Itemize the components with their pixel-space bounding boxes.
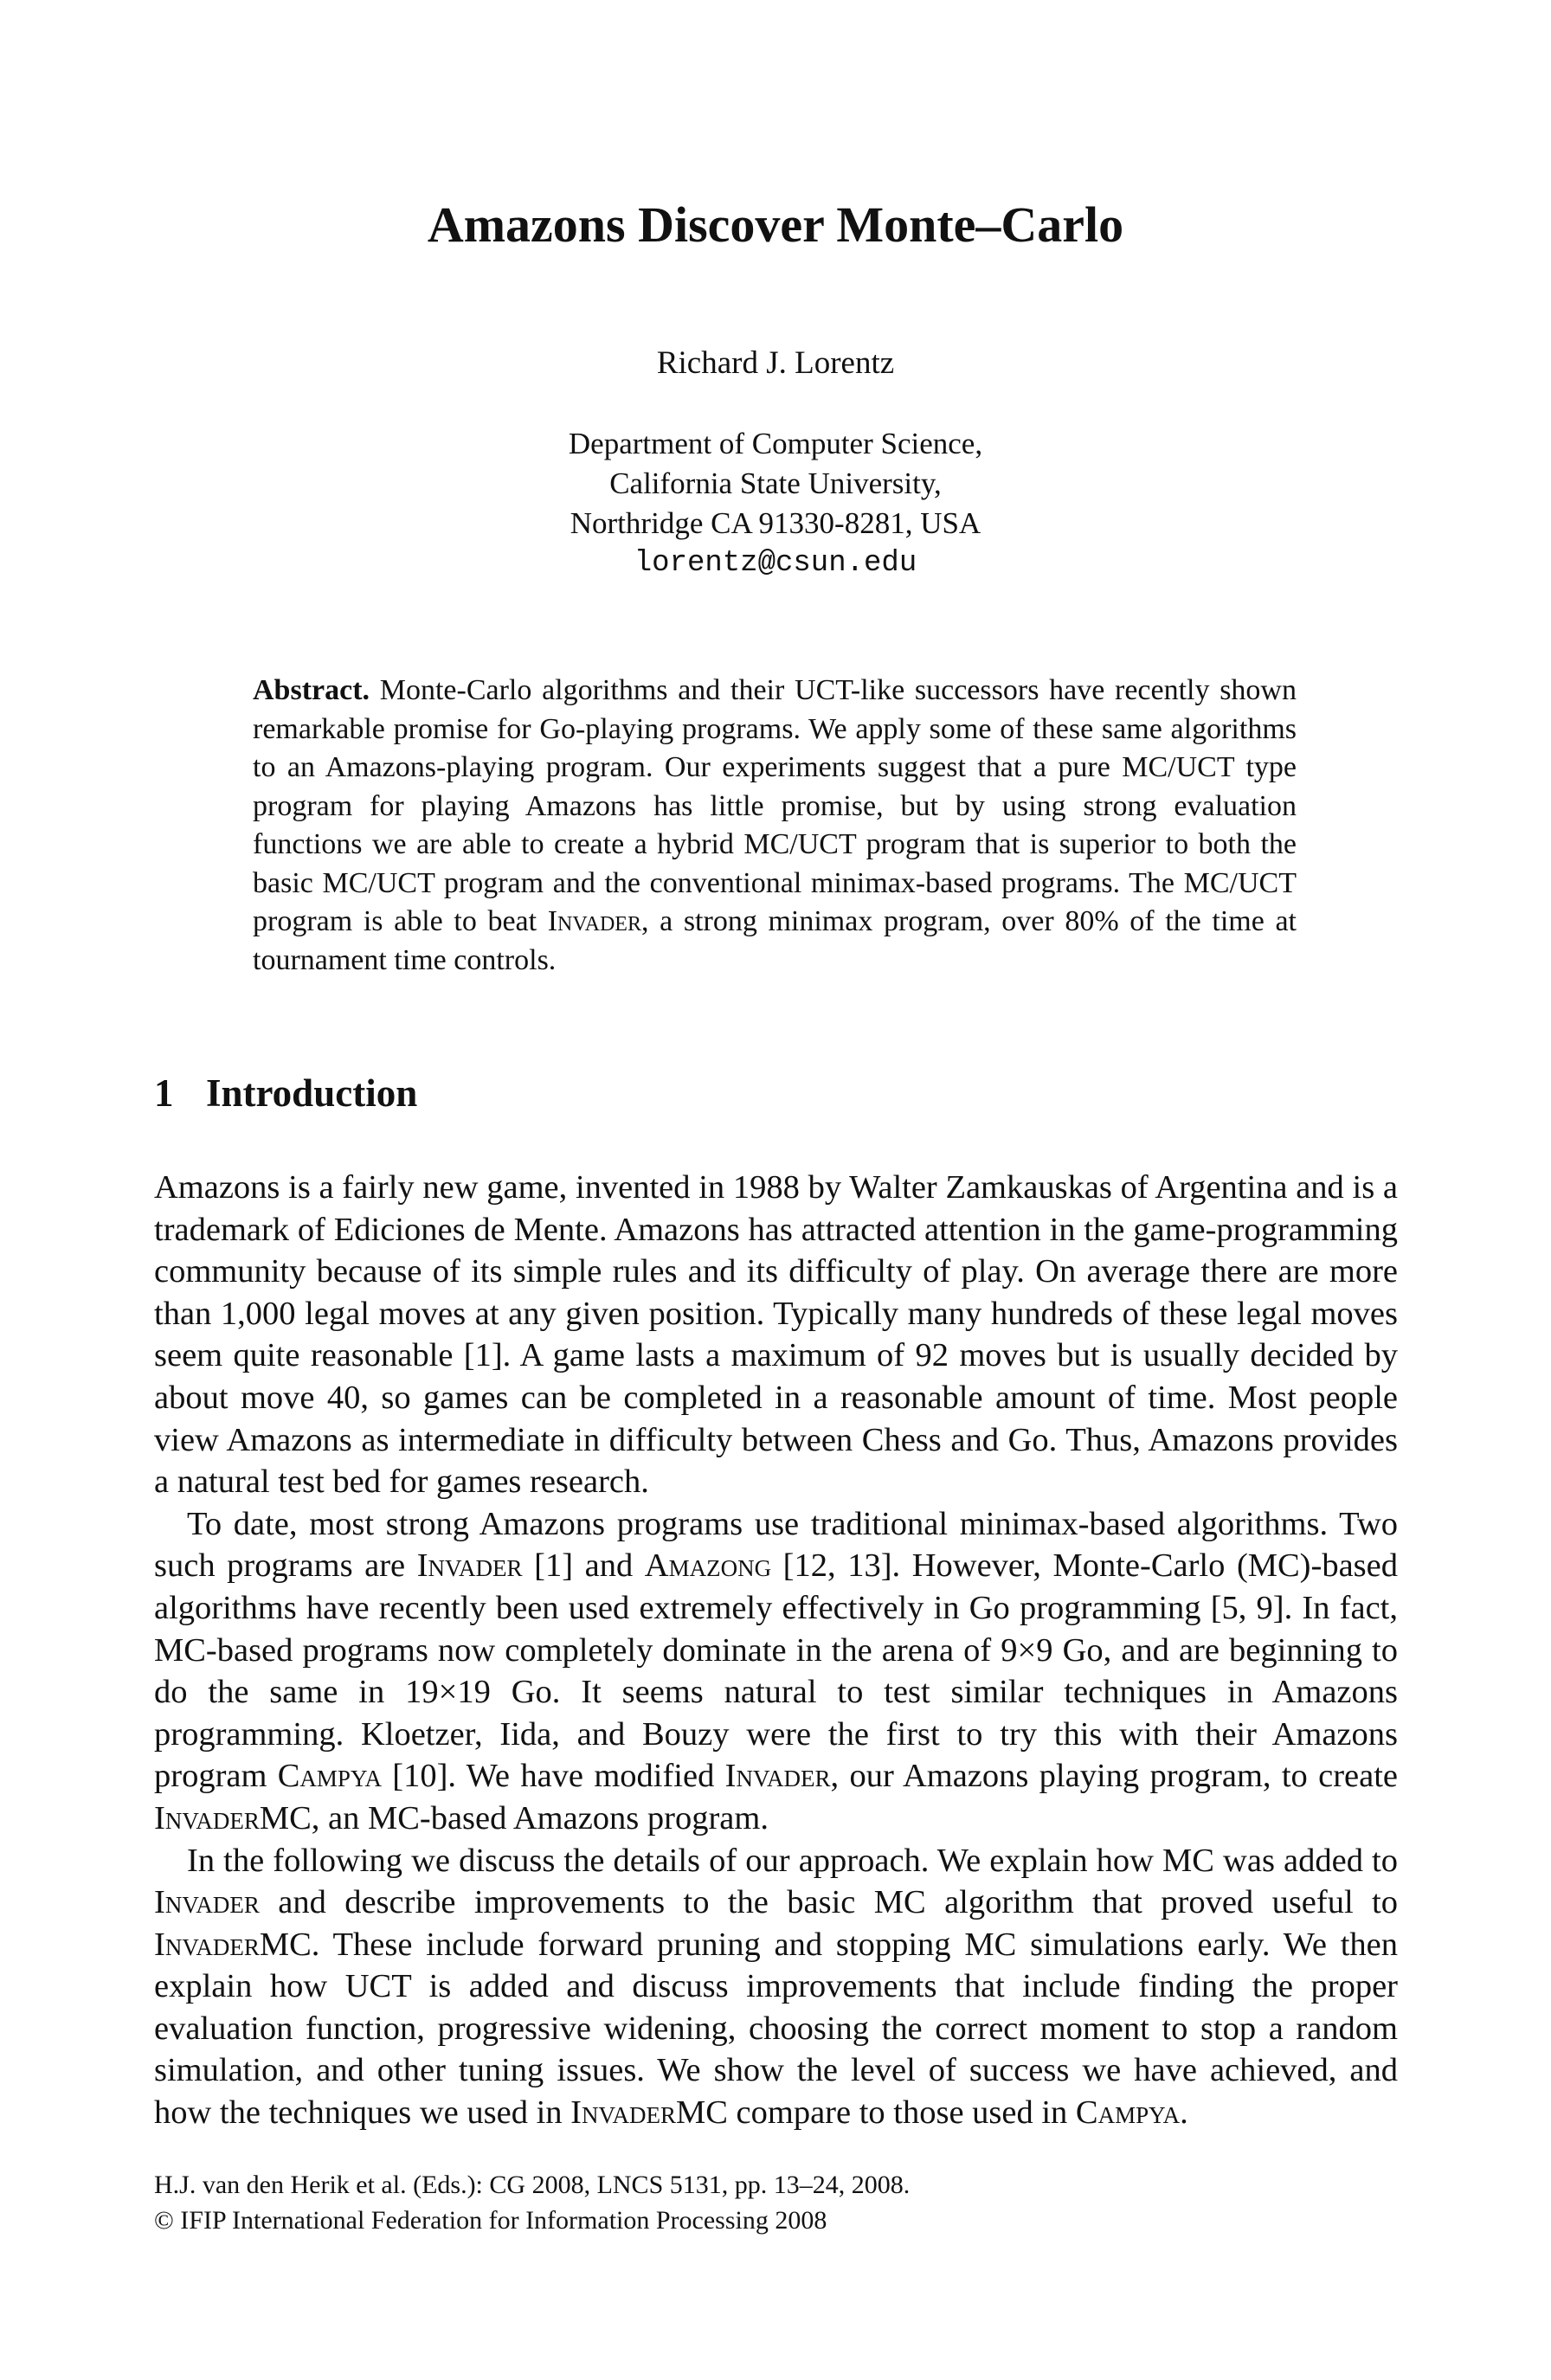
- author-name: Richard J. Lorentz: [656, 345, 895, 381]
- abstract-label: Abstract.: [253, 674, 370, 706]
- abstract: [253, 672, 1297, 980]
- section-heading: [154, 1071, 417, 1116]
- p2-text-e: , our Amazons playing program, to create: [830, 1758, 1398, 1795]
- paper-title: Amazons Discover Monte–Carlo: [427, 196, 1124, 253]
- p3-mc-2: MC: [675, 2094, 728, 2132]
- p3-invadermc-2: Invader: [570, 2094, 676, 2132]
- p2-invader: Invader: [416, 1547, 523, 1585]
- author-email: lorentz@csun.edu: [634, 547, 917, 580]
- p3-invadermc: Invader: [154, 1926, 260, 1963]
- p2-text-a: To date, most strong Amazons programs use traditional minimax-based algorithms. Two such programs are: [154, 1505, 1398, 1585]
- p2-campya: Campya: [277, 1758, 382, 1795]
- p3-mc: MC: [259, 1926, 312, 1963]
- p3-campya: Campya: [1075, 2094, 1181, 2132]
- p2-invadermc: Invader: [154, 1799, 260, 1836]
- paragraph-1: Amazons is a fairly new game, invented in 1988 by Walter Zamkauskas of Argentina and is a trademark of Ediciones de Mente. Amazons has attracted attention in the game-programming community because of its simple rules and its difficulty of play. On average there are more than 1,000 legal moves at any given position. Typically many hundreds of these legal moves seem quite reasonable [1]. A game lasts a maximum of 92 moves but is usually decided by about move 40, so games can be completed in a reasonable amount of time. Most people view Amazons as intermediate in difficulty between Chess and Go. Thus, Amazons provides a natural test bed for games research.: [154, 1169, 1398, 1501]
- p2-text-d: [10]. We have modified: [381, 1758, 725, 1795]
- p2-mc: MC: [259, 1799, 312, 1836]
- p2-text-c: [12, 13]. However, Monte-Carlo (MC)-based algorithms have recently been used extremely effectively in Go programming [5, 9]. In fact, MC-based programs now completely dominate in the arena of 9×9 Go, and are beginning to do the same in 19×19 Go. It seems natural to test similar techniques in Amazons programming. Kloetzer, Iida, and Bouzy were the first to try this with their Amazons program: [154, 1547, 1398, 1795]
- p3-text-b: and describe improvements to the basic MC algorithm that proved useful to: [259, 1884, 1398, 1921]
- section-title: Introduction: [206, 1071, 418, 1115]
- footer-citation: H.J. van den Herik et al. (Eds.): CG 2008, LNCS 5131, pp. 13–24, 2008.: [154, 2171, 911, 2199]
- paragraph-2: [154, 1503, 1398, 1840]
- abstract-invader: Invader: [547, 905, 641, 937]
- affiliation-university: California State University,: [609, 466, 942, 500]
- abstract-text-1: Monte-Carlo algorithms and their UCT-like successors have recently shown remarkable promise for Go-playing programs. We apply some of these same algorithms to an Amazons-playing program. Our experiments suggest that a pure MC/UCT type program for playing Amazons has little promise, but by using strong evaluation functions we are able to create a hybrid MC/UCT program that is superior to both the basic MC/UCT program and the conventional minimax-based programs. The MC/UCT program is able to beat: [253, 674, 1297, 937]
- p3-text-a: In the following we discuss the details of our approach. We explain how MC was added to: [187, 1842, 1398, 1879]
- paragraph-3: [154, 1840, 1398, 2134]
- section-number: 1: [154, 1071, 174, 1115]
- abstract-text-2: , a strong minimax program, over 80% of the time at tournament time controls.: [253, 905, 1297, 976]
- p2-text-b: [1] and: [522, 1547, 645, 1585]
- p2-amazong: Amazong: [644, 1547, 772, 1585]
- affiliation-department: Department of Computer Science,: [568, 427, 983, 460]
- affiliation-address: Northridge CA 91330-8281, USA: [570, 506, 981, 540]
- p3-text-c: . These include forward pruning and stopping MC simulations early. We then explain how UCT is added and discuss improvements that include finding the proper evaluation function, progressive widening, choosing the correct moment to stop a random simulation, and other tuning issues. We show the level of success we have achieved, and how the techniques we used in: [154, 1926, 1398, 2132]
- author-affiliation: [0, 424, 1551, 583]
- page-footer: [154, 2167, 1398, 2238]
- p3-text-e: .: [1180, 2094, 1188, 2132]
- p2-invader-2: Invader: [724, 1758, 831, 1795]
- section-body: [154, 1167, 1398, 2134]
- p2-text-f: , an MC-based Amazons program.: [311, 1799, 769, 1836]
- footer-copyright: © IFIP International Federation for Information Processing 2008: [154, 2206, 827, 2235]
- p3-invader: Invader: [154, 1884, 260, 1921]
- p3-text-d: compare to those used in: [727, 2094, 1076, 2132]
